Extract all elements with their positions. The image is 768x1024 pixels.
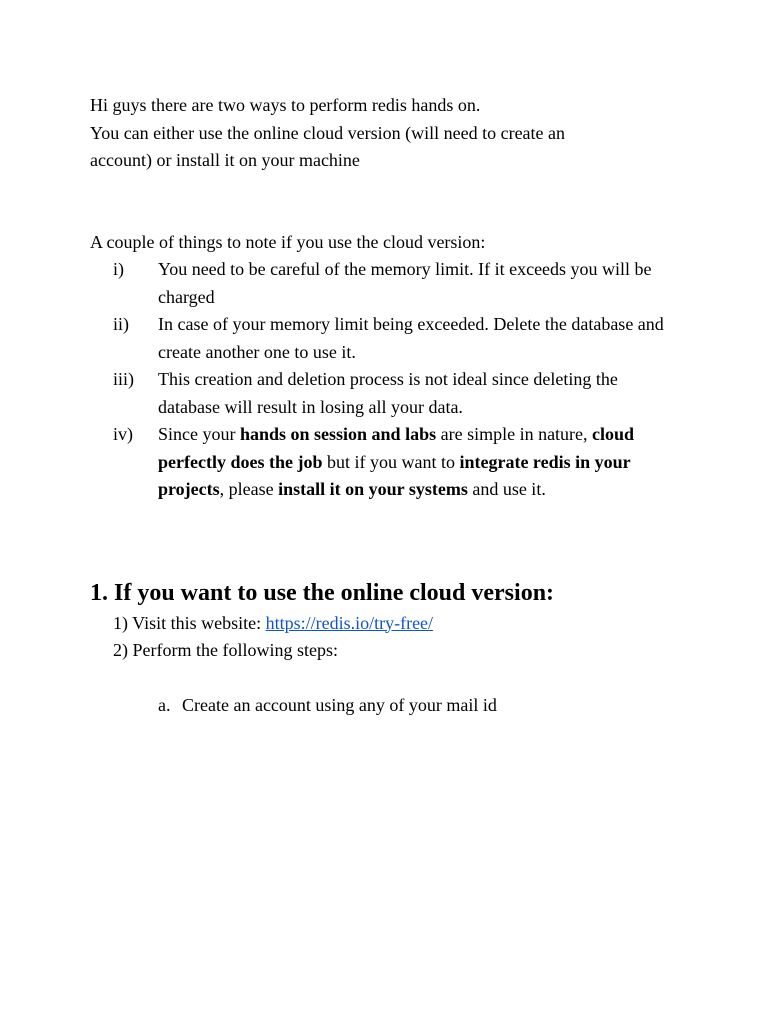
list-item — [90, 311, 690, 366]
list-item-text: In case of your memory limit being exceeded. Delete the database and create another one to use it. — [158, 314, 664, 362]
section-heading: 1. If you want to use the online cloud version: — [90, 579, 555, 606]
list-item — [90, 366, 690, 421]
bold-text-run: hands on session and labs — [239, 424, 437, 444]
list-marker: iv) — [113, 424, 133, 444]
list-marker: iii) — [113, 369, 134, 389]
bold-text-run: cloud perfectly does the job — [158, 424, 635, 472]
list-item-text: You need to be careful of the memory limit. If it exceeds you will be charged — [158, 259, 652, 307]
text-run: are simple in nature, — [436, 424, 593, 444]
text-run: but if you want to — [322, 451, 460, 472]
try-free-link[interactable]: https://redis.io/try-free/ — [265, 612, 434, 633]
text-run: Since your — [158, 424, 240, 444]
list-item — [90, 256, 690, 311]
step-1-text: 1) Visit this website: — [113, 612, 266, 633]
step-1 — [90, 610, 690, 638]
list-marker: ii) — [113, 314, 129, 334]
step-2: 2) Perform the following steps: — [113, 640, 338, 660]
bold-text-run: integrate redis in your projects — [158, 451, 631, 499]
list-marker: i) — [113, 259, 124, 279]
intro-line-1: Hi guys there are two ways to perform redis hands on. — [90, 95, 481, 115]
list-item — [90, 421, 690, 504]
notes-intro: A couple of things to note if you use the cloud version: — [90, 231, 486, 252]
bold-text-run: install it on your systems — [278, 479, 468, 499]
document-page — [90, 92, 690, 720]
intro-line-3: account) or install it on your machine — [90, 150, 360, 170]
substep-text: Create an account using any of your mail id — [182, 695, 497, 715]
list-item-text — [158, 421, 678, 504]
list-item-text: This creation and deletion process is not ideal since deleting the database will result in losing all your data. — [158, 369, 618, 417]
text-run: and use it. — [467, 479, 546, 499]
substep-a — [90, 692, 690, 720]
substep-marker: a. — [158, 695, 171, 715]
notes-list — [90, 256, 690, 504]
intro-line-2: You can either use the online cloud version (will need to create an — [90, 122, 566, 143]
text-run: , please — [219, 479, 279, 499]
